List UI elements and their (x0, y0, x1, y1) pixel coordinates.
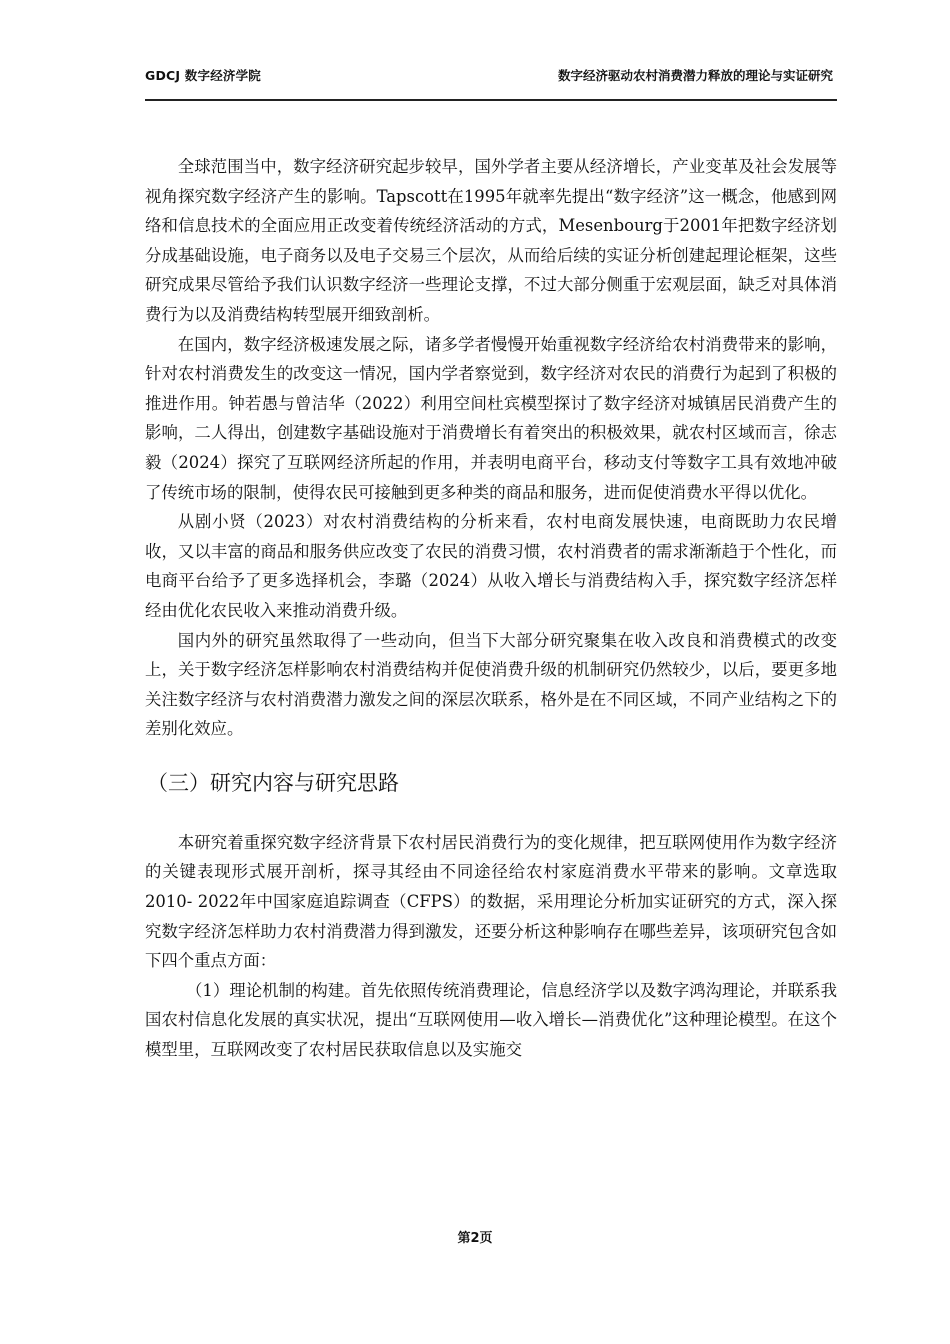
header-institution: GDCJ 数字经济学院 (145, 68, 262, 83)
page-number: 第2页 (457, 1231, 493, 1246)
section-heading: （三）研究内容与研究思路 (147, 770, 399, 795)
paragraph-research-content: 本研究着重探究数字经济背景下农村居民消费行为的变化规律，把互联网使用作为数字经济的关键表现形式展开剖析，探寻其经由不同途径给农村家庭消费水平带来的影响。文章选取2010- 2022年中国家庭追踪调查（CFPS）的数据，采用理论分析加实证研究的方式，深入探究数字经济怎样助力农村消费潜力得到激发，还要分析这种影响存在哪些差异，该项研究包含如下四个重点方面： (145, 832, 837, 971)
paragraph-item-1: （1）理论机制的构建。首先依照传统消费理论，信息经济学以及数字鸿沟理论，并联系我国农村信息化发展的真实状况，提出“互联网使用—收入增长—消费优化”这种理论模型。在这个模型里，互联网改变了农村居民获取信息以及实施交 (145, 980, 837, 1060)
paragraph-research-summary: 国内外的研究虽然取得了一些动向，但当下大部分研究聚集在收入改良和消费模式的改变上，关于数字经济怎样影响农村消费结构并促使消费升级的机制研究仍然较少，以后，要更多地关注数字经济与农村消费潜力激发之间的深层次联系，格外是在不同区域，不同产业结构之下的差别化效应。 (145, 630, 837, 739)
header-title: 数字经济驱动农村消费潜力释放的理论与实证研究 (557, 68, 833, 83)
paragraph-foreign-research: 全球范围当中，数字经济研究起步较早，国外学者主要从经济增长，产业变革及社会发展等视角探究数字经济产生的影响。Tapscott在1995年就率先提出“数字经济”这一概念，他感到网络和信息技术的全面应用正改变着传统经济活动的方式，Mesenbourg于2001年把数字经济划分成基础设施，电子商务以及电子交易三个层次，从而给后续的实证分析创建起理论框架，这些研究成果尽管给予我们认识数字经济一些理论支撑，不过大部分侧重于宏观层面，缺乏对具体消费行为以及消费结构转型展开细致剖析。 (145, 157, 837, 324)
page-header (145, 66, 837, 88)
header-divider (145, 99, 837, 101)
paragraph-consumption-structure: 从剧小贤（2023）对农村消费结构的分析来看，农村电商发展快速，电商既助力农民增收，又以丰富的商品和服务供应改变了农民的消费习惯，农村消费者的需求渐渐趋于个性化，而电商平台给予了更多选择机会，李璐（2024）从收入增长与消费结构入手，探究数字经济怎样经由优化农民收入来推动消费升级。 (145, 512, 837, 620)
document-body (145, 152, 837, 1065)
paragraph-domestic-research: 在国内，数字经济极速发展之际，诸多学者慢慢开始重视数字经济给农村消费带来的影响，针对农村消费发生的改变这一情况，国内学者察觉到，数字经济对农民的消费行为起到了积极的推进作用。钟若愚与曾洁华（2022）利用空间杜宾模型探讨了数字经济对城镇居民消费产生的影响，二人得出，创建数字基础设施对于消费增长有着突出的积极效果，就农村区域而言，徐志毅（2024）探究了互联网经济所起的作用，并表明电商平台，移动支付等数字工具有效地冲破了传统市场的限制，使得农民可接触到更多种类的商品和服务，进而促使消费水平得以优化。 (145, 334, 837, 502)
